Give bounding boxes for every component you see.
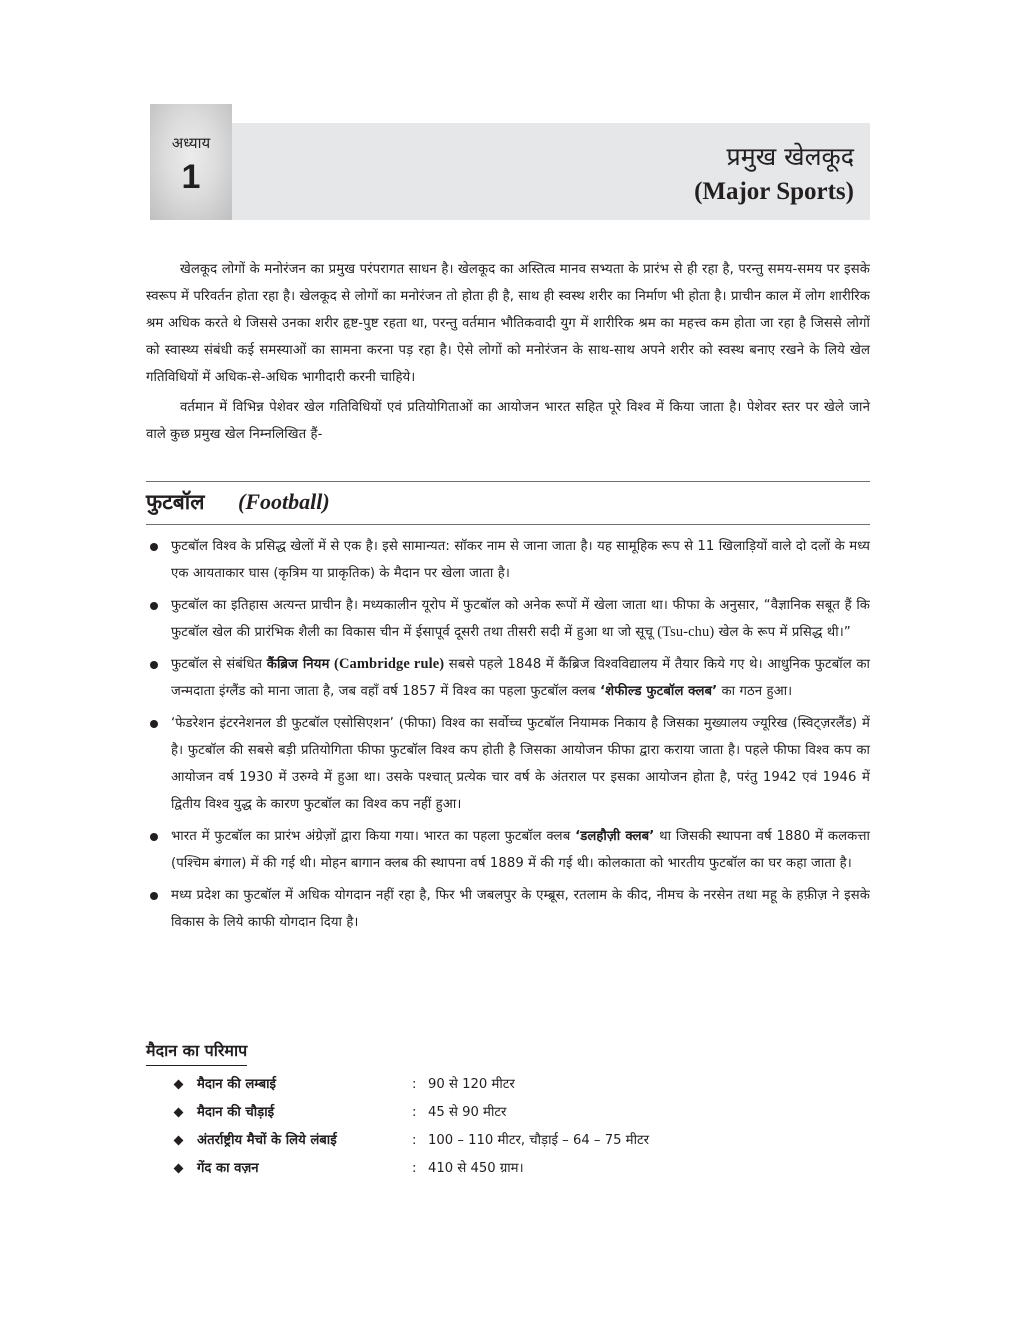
term-sheffield-club: ‘शेफील्ड फुटबॉल क्लब’ [599,684,718,699]
dimension-label: मैदान की लम्बाई [197,1077,276,1092]
dimension-row: गेंद का वज़न : 410 से 450 ग्राम। [172,1155,772,1183]
dimension-value: 100 – 110 मीटर, चौड़ाई – 64 – 75 मीटर [428,1133,650,1148]
list-item: फुटबॉल से संबंधित कैंब्रिज नियम (Cambridge rule) सबसे पहले 1848 में कैंब्रिज विश्वविद्यालय में तैयार किये गए थे। आधुनिक फुटबॉल का जन्मदाता इंग्लैंड को माना जाता है, जब वहाँ वर्ष 1857 में विश्व का पहला फुटबॉल क्लब ‘शेफील्ड फुटबॉल क्लब’ का गठन हुआ। [146,651,870,705]
dimension-value: 90 से 120 मीटर [428,1077,515,1092]
list-item: ‘फेडरेशन इंटरनेशनल डी फुटबॉल एसोसिएशन’ (फीफा) विश्व का सर्वोच्च फुटबॉल नियामक निकाय है जिसका मुख्यालय ज्यूरिख (स्विट्ज़रलैंड) में है। फुटबॉल की सबसे बड़ी प्रतियोगिता फीफा फुटबॉल विश्व कप होती है जिसका आयोजन फीफा द्वारा कराया जाता है। पहले फीफा विश्व कप का आयोजन वर्ष 1930 में उरुग्वे में हुआ था। उसके पश्चात् प्रत्येक चार वर्ष के अंतराल पर इसका आयोजन होता है, परंतु 1942 एवं 1946 में द्वितीय विश्व युद्ध के कारण फुटबॉल का विश्व कप नहीं हुआ। [146,710,870,818]
list-item: फुटबॉल विश्व के प्रसिद्ध खेलों में से एक है। इसे सामान्यत: सॉकर नाम से जाना जाता है। यह सामूहिक रूप से 11 खिलाड़ियों वाले दो दलों के मध्य एक आयताकार घास (कृत्रिम या प्राकृतिक) के मैदान पर खेला जाता है। [146,533,870,587]
intro-paragraph: वर्तमान में विभिन्न पेशेवर खेल गतिविधियों एवं प्रतियोगिताओं का आयोजन भारत सहित पूरे विश्व में किया जाता है। पेशेवर स्तर पर खेले जाने वाले कुछ प्रमुख खेल निम्नलिखित हैं- [146,400,870,442]
bullet-icon [150,543,158,551]
field-dimensions-heading: मैदान का परिमाप [146,1040,247,1066]
bullet-icon [150,720,158,728]
section-title-english: (Football) [238,489,330,514]
diamond-bullet-icon [174,1080,184,1090]
chapter-label: अध्याय [171,134,211,152]
dimension-label: अंतर्राष्ट्रीय मैचों के लिये लंबाई [197,1133,337,1148]
dimension-label: मैदान की चौड़ाई [197,1105,275,1120]
dimension-row: अंतर्राष्ट्रीय मैचों के लिये लंबाई : 100 – 110 मीटर, चौड़ाई – 64 – 75 मीटर [172,1127,772,1155]
bullet-icon [150,833,158,841]
dimension-row: मैदान की चौड़ाई : 45 से 90 मीटर [172,1099,772,1127]
diamond-bullet-icon [174,1108,184,1118]
dimension-value: 410 से 450 ग्राम। [428,1161,524,1176]
diamond-bullet-icon [174,1136,184,1146]
intro-text [146,256,870,448]
chapter-title-hindi: प्रमुख खेलकूद [726,142,854,171]
chapter-number-box [150,104,232,220]
term-dalhousie-club: ‘डलहौज़ी क्लब’ [575,829,655,844]
bullet-icon [150,661,158,669]
football-facts-list [146,533,870,941]
section-heading-football [146,481,870,525]
list-item: भारत में फुटबॉल का प्रारंभ अंग्रेज़ों द्वारा किया गया। भारत का पहला फुटबॉल क्लब ‘डलहौज़ी क्लब’ था जिसकी स्थापना वर्ष 1880 में कलकत्ता (पश्चिम बंगाल) में की गई थी। मोहन बागान क्लब की स्थापना वर्ष 1889 में की गई थी। कोलकाता को भारतीय फुटबॉल का घर कहा जाता है। [146,823,870,877]
chapter-number: 1 [181,158,201,196]
bullet-icon [150,892,158,900]
section-title-hindi: फुटबॉल [146,490,205,514]
chapter-title-english: (Major Sports) [694,178,854,205]
dimension-row: मैदान की लम्बाई : 90 से 120 मीटर [172,1071,772,1099]
bullet-icon [150,602,158,610]
field-dimensions-list [172,1071,772,1183]
list-item: फुटबॉल का इतिहास अत्यन्त प्राचीन है। मध्यकालीन यूरोप में फुटबॉल को अनेक रूपों में खेला जाता था। फीफा के अनुसार, “वैज्ञानिक सबूत हैं कि फुटबॉल खेल की प्रारंभिक शैली का विकास चीन में ईसापूर्व दूसरी तथा तीसरी सदी में हुआ था जो सूचू (Tsu-chu) खेल के रूप में प्रसिद्ध थी।” [146,592,870,646]
term-cambridge-rules: कैंब्रिज नियम [266,657,330,672]
intro-paragraph: खेलकूद लोगों के मनोरंजन का प्रमुख परंपरागत साधन है। खेलकूद का अस्तित्व मानव सभ्यता के प्रारंभ से ही रहा है, परन्तु समय-समय पर इसके स्वरूप में परिवर्तन होता रहा है। खेलकूद से लोगों का मनोरंजन तो होता ही है, साथ ही स्वस्थ शरीर का निर्माण भी होता है। प्राचीन काल में लोग शारीरिक श्रम अधिक करते थे जिससे उनका शरीर हृष्ट-पुष्ट रहता था, परन्तु वर्तमान भौतिकवादी युग में शारीरिक श्रम का महत्त्व कम होता जा रहा है जिससे लोगों को स्वास्थ्य संबंधी कई समस्याओं का सामना करना पड़ रहा है। ऐसे लोगों को मनोरंजन के साथ-साथ अपने शरीर को स्वस्थ बनाए रखने के लिये खेल गतिविधियों में अधिक-से-अधिक भागीदारी करनी चाहिये। [146,262,870,385]
dimension-label: गेंद का वज़न [197,1161,259,1176]
list-item: मध्य प्रदेश का फुटबॉल में अधिक योगदान नहीं रहा है, फिर भी जबलपुर के एम्ब्रूस, रतलाम के कीद, नीमच के नरसेन तथा महू के हफ़ीज़ ने इसके विकास के लिये काफी योगदान दिया है। [146,882,870,936]
dimension-value: 45 से 90 मीटर [428,1105,507,1120]
diamond-bullet-icon [174,1164,184,1174]
